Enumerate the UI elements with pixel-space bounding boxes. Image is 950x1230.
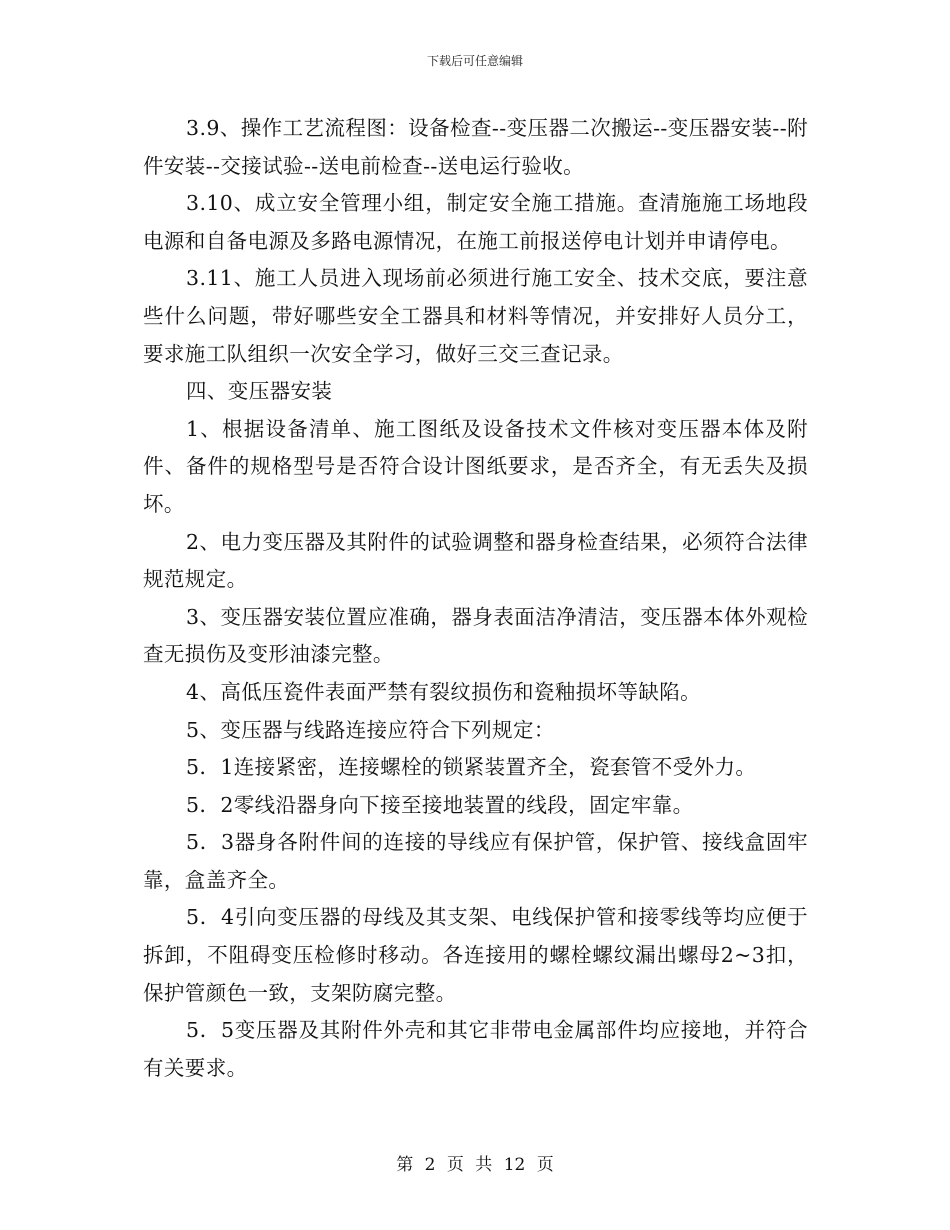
section-heading-transformer-install: 四、变压器安装 bbox=[186, 379, 333, 404]
page-footer: 第 2 页 共 12 页 bbox=[396, 1155, 554, 1175]
paragraph-item-4: 4、高低压瓷件表面严禁有裂纹损伤和瓷釉损坏等缺陷。 bbox=[186, 679, 702, 704]
document-body bbox=[143, 110, 808, 1087]
paragraph-item-5-4: 5．4引向变压器的母线及其支架、电线保护管和接零线等均应便于拆卸，不阻碍变压检修时移动。各连接用的螺栓螺纹漏出螺母2~3扣，保护管颜色一致，支架防腐完整。 bbox=[143, 905, 808, 1005]
paragraph-item-5-1: 5．1连接紧密，连接螺栓的锁紧装置齐全，瓷套管不受外力。 bbox=[186, 755, 757, 780]
paragraph-3-11: 3.11、施工人员进入现场前必须进行施工安全、技术交底，要注意些什么问题，带好哪些安全工器具和材料等情况，并安排好人员分工，要求施工队组织一次安全学习，做好三交三查记录。 bbox=[143, 266, 808, 366]
paragraph-item-5-5: 5．5变压器及其附件外壳和其它非带电金属部件均应接地，并符合有关要求。 bbox=[143, 1018, 808, 1080]
paragraph-3-10: 3.10、成立安全管理小组，制定安全施工措施。查清施施工场地段电源和自备电源及多路电源情况，在施工前报送停电计划并申请停电。 bbox=[143, 191, 808, 253]
paragraph-item-5-2: 5．2零线沿器身向下接至接地装置的线段，固定牢靠。 bbox=[186, 792, 694, 817]
paragraph-item-1: 1、根据设备清单、施工图纸及设备技术文件核对变压器本体及附件、备件的规格型号是否符合设计图纸要求，是否齐全，有无丢失及损坏。 bbox=[143, 416, 808, 516]
paragraph-item-3: 3、变压器安装位置应准确，器身表面洁净清洁，变压器本体外观检查无损伤及变形油漆完整。 bbox=[143, 604, 808, 667]
paragraph-item-5: 5、变压器与线路连接应符合下列规定： bbox=[186, 717, 555, 742]
paragraph-item-5-3: 5．3器身各附件间的连接的导线应有保护管，保护管、接线盒固牢靠，盒盖齐全。 bbox=[143, 830, 808, 892]
page-header: 下载后可任意编辑 bbox=[426, 54, 523, 68]
paragraph-3-9: 3.9、操作工艺流程图：设备检查--变压器二次搬运--变压器安装--附件安装--交接试验--送电前检查--送电运行验收。 bbox=[143, 116, 808, 178]
paragraph-item-2: 2、电力变压器及其附件的试验调整和器身检查结果，必须符合法律规范规定。 bbox=[143, 529, 808, 592]
